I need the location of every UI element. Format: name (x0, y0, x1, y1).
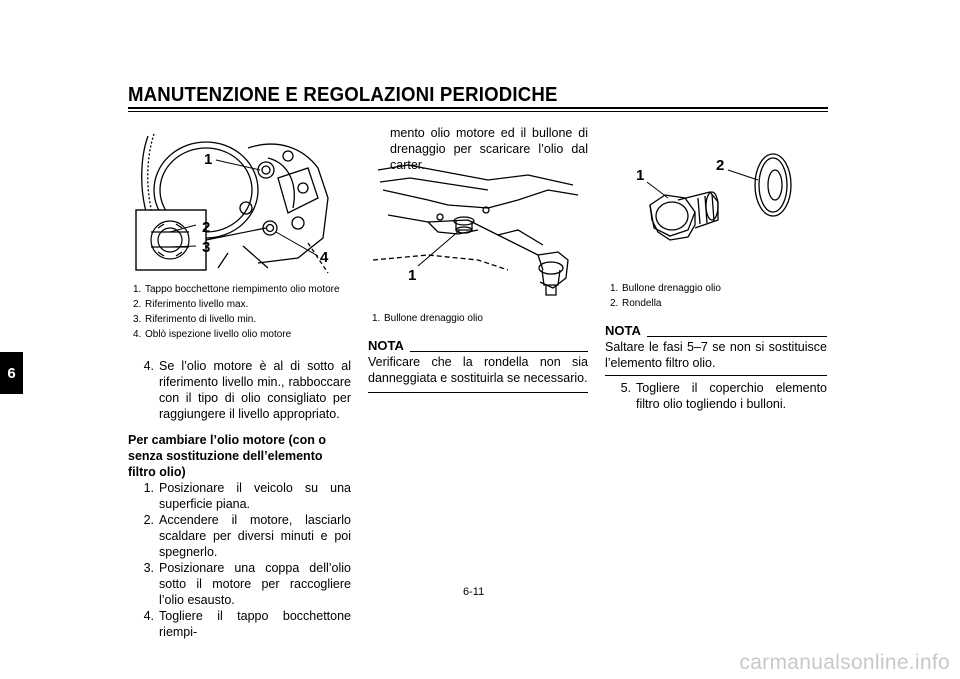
page-number: 6-11 (463, 586, 485, 598)
nota-text: Saltare le fasi 5–7 se non si sostituisce l’elemento filtro olio. (605, 339, 827, 376)
header-rule-thin (128, 111, 828, 112)
nota-heading: NOTA (368, 338, 588, 354)
step-4-level: 4. Se l’olio motore è al di sotto al riferimento livello min., rabboccare con il tipo di olio consigliato per raggiungere il livello appropriato. (143, 359, 351, 421)
step-4: 4. Togliere il tappo bocchettone riempi- (143, 609, 351, 639)
caption-item: 1. Tappo bocchettone riempimento olio motore (133, 284, 340, 295)
right-nota (605, 323, 827, 412)
middle-nota (368, 338, 588, 393)
left-figure-captions (133, 282, 343, 342)
left-body (128, 358, 351, 640)
callout-4: 4 (320, 249, 329, 266)
page-title: MANUTENZIONE E REGOLAZIONI PERIODICHE (128, 84, 558, 106)
step-3: 3. Posizionare una coppa dell’olio sotto il motore per raccogliere l’olio esausto. (143, 561, 351, 607)
callout-2: 2 (716, 157, 725, 174)
caption-item: 4. Oblò ispezione livello olio motore (133, 329, 292, 340)
middle-continuation: mento olio motore ed il bullone di drenaggio per scaricare l’olio dal carter. (390, 126, 588, 172)
callout-1: 1 (204, 151, 213, 168)
callout-1: 1 (636, 167, 645, 184)
nota-heading: NOTA (605, 323, 827, 339)
callout-3: 3 (202, 239, 211, 256)
callout-2: 2 (202, 219, 211, 236)
caption-item: 3. Riferimento di livello min. (133, 314, 257, 325)
watermark: carmanualsonline.info (739, 651, 950, 674)
caption-item: 2. Rondella (610, 298, 662, 309)
caption-item: 1. Bullone drenaggio olio (610, 283, 721, 294)
header-rule (128, 107, 828, 109)
step-1: 1. Posizionare il veicolo su una superficie piana. (143, 481, 351, 511)
caption-item: 1. Bullone drenaggio olio (372, 313, 483, 324)
step-2: 2. Accendere il motore, lasciarlo scaldare per diversi minuti e poi spegnerlo. (143, 513, 351, 559)
right-figure-captions (610, 281, 825, 311)
engine-oil-level-illustration (128, 128, 338, 278)
callout-1: 1 (408, 267, 417, 284)
step-5: 5. Togliere il coperchio elemento filtro olio togliendo i bulloni. (620, 381, 827, 411)
drain-bolt-washer-illustration (610, 140, 825, 265)
section-heading: Per cambiare l’olio motore (con o senza sostituzione dell’elemento filtro olio) (128, 433, 326, 479)
chapter-tab: 6 (0, 352, 23, 394)
caption-item: 2. Riferimento livello max. (133, 299, 249, 310)
oil-drain-bolt-illustration (368, 160, 588, 305)
nota-text: Verificare che la rondella non sia danneggiata e sostituirla se necessario. (368, 354, 588, 393)
middle-figure-captions (372, 311, 587, 326)
